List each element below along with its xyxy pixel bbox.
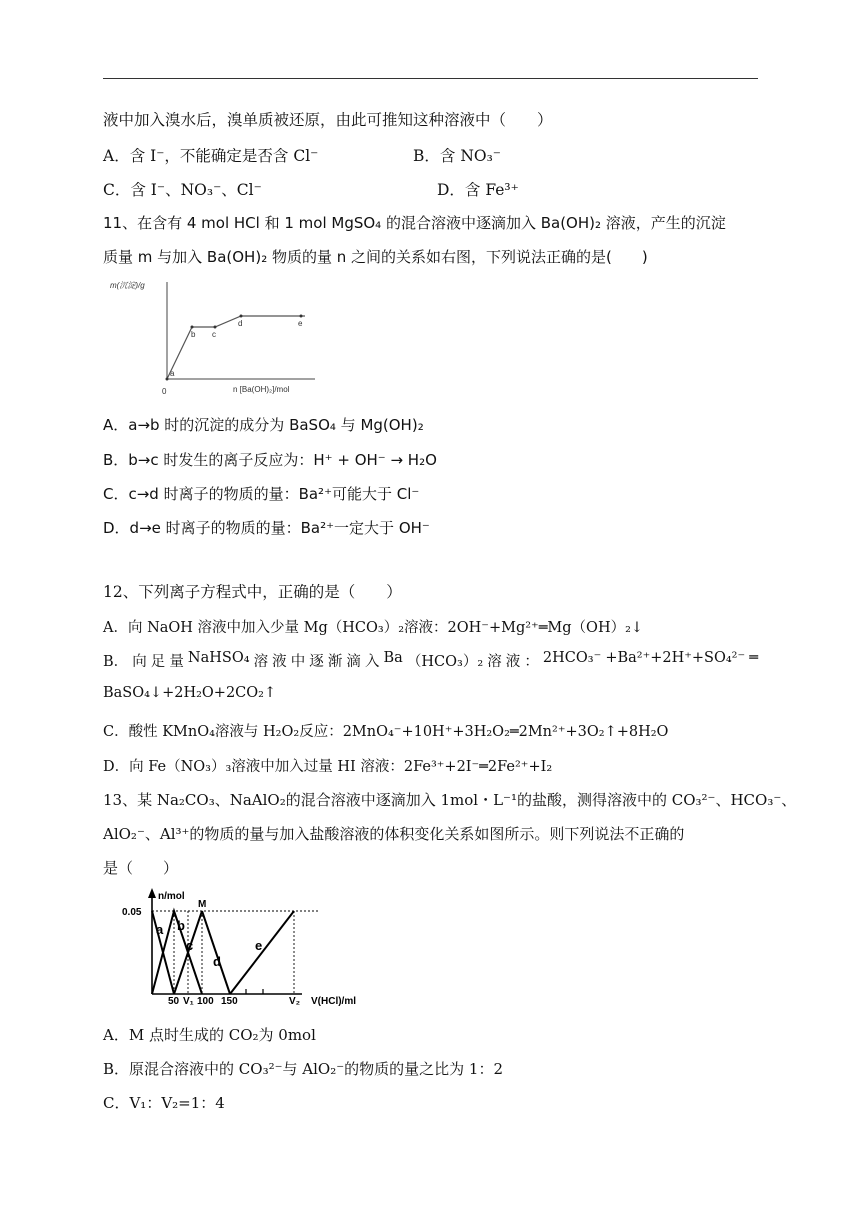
q12-option-c: C．酸性 KMnO₄溶液与 H₂O₂反应：2MnO₄⁻+10H⁺+3H₂O₂═2Mn²⁺+3O₂↑+8H₂O [103, 724, 669, 740]
q12-b-token: 量 [169, 654, 184, 670]
q12-b-token: 溶 [253, 654, 269, 670]
q12-b-token: B． [103, 654, 129, 670]
q10-option-a: A．含 I⁻，不能确定是否含 Cl⁻ [103, 147, 319, 165]
q13-option-b: B．原混合溶液中的 CO₃²⁻与 AlO₂⁻的物质的量之比为 1：2 [103, 1060, 503, 1078]
q12-option-b-line1 [103, 650, 758, 671]
q13-x-tick-v1: V₁ [183, 996, 194, 1007]
q11-stem-line1: 11、在含有 4 mol HCl 和 1 mol MgSO₄ 的混合溶液中逐滴加入 Ba(OH)₂ 溶液，产生的沉淀 [103, 214, 726, 232]
q13-option-a: A．M 点时生成的 CO₂为 0mol [103, 1026, 316, 1044]
q13-graph [118, 884, 390, 1010]
q13-stem-line2: AlO₂⁻、Al³⁺的物质的量与加入盐酸溶液的体积变化关系如图所示。则下列说法不正确的 [103, 825, 685, 843]
q11-y-axis-label: m(沉淀)/g [110, 281, 145, 290]
header-rule [103, 78, 758, 79]
q13-point-m-label: M [198, 899, 207, 910]
q11-stem-line2: 质量 m 与加入 Ba(OH)₂ 物质的量 n 之间的关系如右图，下列说法正确的是( ) [103, 248, 648, 266]
q13-curve-label-a: a [156, 922, 164, 937]
q12-stem: 12、下列离子方程式中，正确的是（ ） [103, 583, 402, 601]
q12-b-token: NaHSO₄ [187, 650, 250, 666]
q13-curve-label-c: c [186, 938, 194, 953]
q12-b-token: 滴 [346, 654, 361, 670]
q12-b-token: 液 [505, 654, 521, 670]
q12-option-d: D．向 Fe（NO₃）₃溶液中加入过量 HI 溶液：2Fe³⁺+2I⁻═2Fe²⁺+I₂ [103, 759, 553, 775]
q11-label-a: a [170, 369, 175, 378]
q11-point-b [191, 326, 194, 329]
q13-stem-line3: 是（ ） [103, 859, 179, 877]
q11-label-d: d [238, 319, 243, 328]
q13-y-tick-label: 0.05 [122, 907, 142, 918]
q11-option-a: A．a→b 时的沉淀的成分为 BaSO₄ 与 Mg(OH)₂ [103, 416, 424, 434]
q12-option-a: A．向 NaOH 溶液中加入少量 Mg（HCO₃）₂溶液：2OH⁻+Mg²⁺═Mg（OH）₂↓ [103, 620, 644, 636]
q12-b-token: 液 [272, 654, 287, 670]
q13-curve-d [202, 911, 230, 994]
q12-b-token: 2HCO₃⁻ [542, 650, 602, 666]
q13-x-tick-150: 150 [221, 996, 238, 1007]
q13-option-c: C．V₁：V₂=1：4 [103, 1094, 225, 1112]
q10-stem: 液中加入溴水后，溴单质被还原，由此可推知这种溶液中（ ） [103, 111, 553, 129]
q11-label-e: e [298, 319, 303, 328]
q12-b-token: Ba [383, 650, 403, 666]
q11-origin-label: 0 [162, 387, 167, 396]
q13-y-arrow [148, 888, 156, 898]
q12-b-token: 中 [290, 654, 306, 670]
q11-point-c [214, 326, 217, 329]
q10-option-b: B．含 NO₃⁻ [413, 147, 501, 165]
q12-b-token: （HCO₃）₂ [406, 654, 484, 670]
q10-option-c: C．含 I⁻、NO₃⁻、Cl⁻ [103, 181, 262, 199]
q13-x-axis-label: V(HCl)/ml [311, 996, 356, 1007]
q13-curve-label-b: b [177, 918, 185, 933]
q12-b-token: 足 [150, 654, 166, 670]
q13-x-tick-100: 100 [197, 996, 214, 1007]
q13-curve-label-d: d [213, 954, 221, 969]
q13-x-tick-v2: V₂ [289, 996, 301, 1007]
q13-y-axis-label: n/mol [158, 891, 185, 902]
q11-point-e [300, 315, 303, 318]
q12-option-b-line2: BaSO₄↓+2H₂O+2CO₂↑ [103, 685, 277, 701]
q11-x-axis-label: n [Ba(OH)₂]/mol [233, 385, 290, 394]
q12-b-token: ═ [749, 650, 758, 666]
q11-option-b: B．b→c 时发生的离子反应为：H⁺ + OH⁻ → H₂O [103, 451, 437, 469]
q11-point-a [166, 378, 169, 381]
q12-b-token: 渐 [327, 654, 343, 670]
q12-b-token: 逐 [309, 654, 324, 670]
q13-curve-label-e: e [255, 938, 263, 953]
q12-b-token: 溶 [487, 654, 502, 670]
q13-x-tick-50: 50 [168, 996, 180, 1007]
q11-option-c: C．c→d 时离子的物质的量：Ba²⁺可能大于 Cl⁻ [103, 485, 420, 503]
q12-b-token: +Ba²⁺+2H⁺+SO₄²⁻ [605, 650, 746, 666]
q11-curve [167, 316, 305, 379]
q11-option-d: D．d→e 时离子的物质的量：Ba²⁺一定大于 OH⁻ [103, 519, 430, 537]
q11-graph [105, 276, 320, 401]
q11-label-c: c [212, 330, 216, 339]
q12-b-token: 向 [132, 654, 147, 670]
q11-point-d [240, 315, 243, 318]
q10-option-d: D．含 Fe³⁺ [437, 181, 519, 199]
q12-b-token: 入 [364, 654, 380, 670]
q11-label-b: b [191, 330, 196, 339]
q13-stem-line1: 13、某 Na₂CO₃、NaAlO₂的混合溶液中逐滴加入 1mol・L⁻¹的盐酸，测得溶液中的 CO₃²⁻、HCO₃⁻、 [103, 791, 797, 809]
q12-b-token: ： [524, 654, 539, 670]
